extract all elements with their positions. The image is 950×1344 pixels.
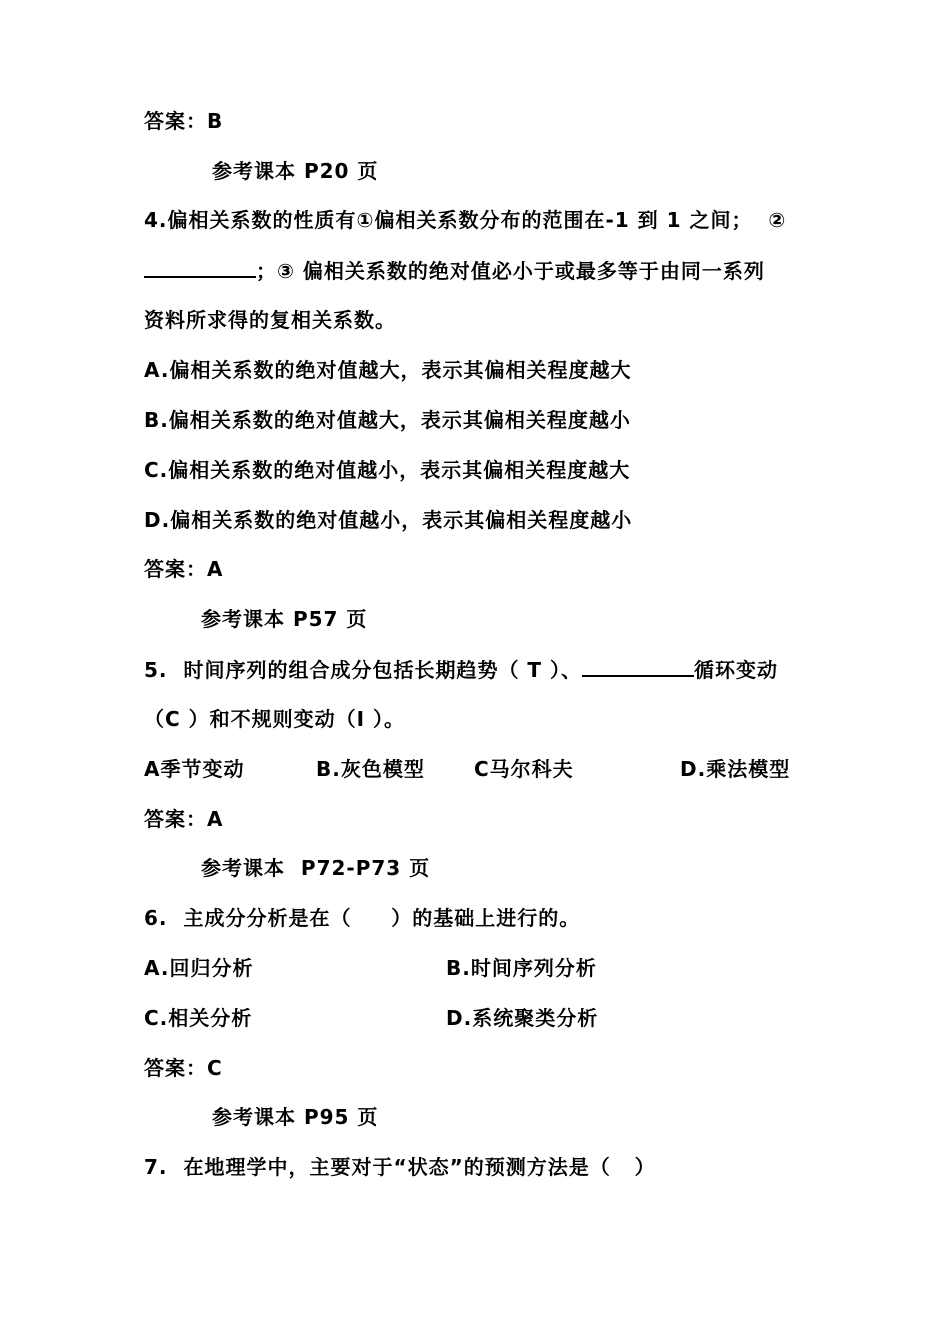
question-4-line-2-text: ；③ 偏相关系数的绝对值必小于或最多等于由同一系列 bbox=[256, 259, 765, 283]
question-5-option-b: B.灰色模型 bbox=[316, 757, 425, 781]
answer-text: 答案：B bbox=[144, 109, 224, 133]
question-4-option-a: A.偏相关系数的绝对值越大，表示其偏相关程度越大 bbox=[144, 358, 632, 382]
fill-in-blank bbox=[582, 657, 694, 677]
question-5-line-2: （C ）和不规则变动（I ）。 bbox=[144, 707, 406, 731]
question-4-option-d: D.偏相关系数的绝对值越小，表示其偏相关程度越小 bbox=[144, 508, 633, 532]
question-6-option-d: D.系统聚类分析 bbox=[446, 1006, 599, 1030]
question-4-line-3: 资料所求得的复相关系数。 bbox=[144, 308, 396, 332]
question-5-option-a: A季节变动 bbox=[144, 757, 245, 781]
question-6-option-a: A.回归分析 bbox=[144, 956, 254, 980]
question-4-option-c: C.偏相关系数的绝对值越小，表示其偏相关程度越大 bbox=[144, 458, 631, 482]
question-4-answer: 答案：A bbox=[144, 557, 224, 581]
question-6-reference: 参考课本 P95 页 bbox=[212, 1105, 379, 1129]
question-5-option-d: D.乘法模型 bbox=[680, 757, 791, 781]
question-5-line-1-text: 5. 时间序列的组合成分包括长期趋势（ T ）、 bbox=[144, 658, 583, 682]
question-5-line-1-end: 循环变动 bbox=[694, 658, 779, 682]
question-4-line-1: 4.偏相关系数的性质有①偏相关系数分布的范围在-1 到 1 之间； ② bbox=[144, 208, 787, 232]
reference-text: 参考课本 P20 页 bbox=[212, 159, 379, 183]
question-6-option-c: C.相关分析 bbox=[144, 1006, 253, 1030]
question-5-answer: 答案：A bbox=[144, 807, 224, 831]
fill-in-blank bbox=[144, 258, 256, 278]
question-4-option-b: B.偏相关系数的绝对值越大，表示其偏相关程度越小 bbox=[144, 408, 631, 432]
question-6-line-1: 6. 主成分分析是在（ ）的基础上进行的。 bbox=[144, 906, 581, 930]
question-4-line-2 bbox=[144, 258, 765, 283]
question-5-line-1 bbox=[144, 657, 778, 682]
question-7-line-1: 7. 在地理学中，主要对于“状态”的预测方法是（ ） bbox=[144, 1155, 656, 1179]
question-6-answer: 答案：C bbox=[144, 1056, 223, 1080]
question-4-reference: 参考课本 P57 页 bbox=[201, 607, 368, 631]
question-6-option-b: B.时间序列分析 bbox=[446, 956, 597, 980]
question-5-option-c: C马尔科夫 bbox=[474, 757, 574, 781]
question-5-reference: 参考课本 P72-P73 页 bbox=[201, 856, 431, 880]
